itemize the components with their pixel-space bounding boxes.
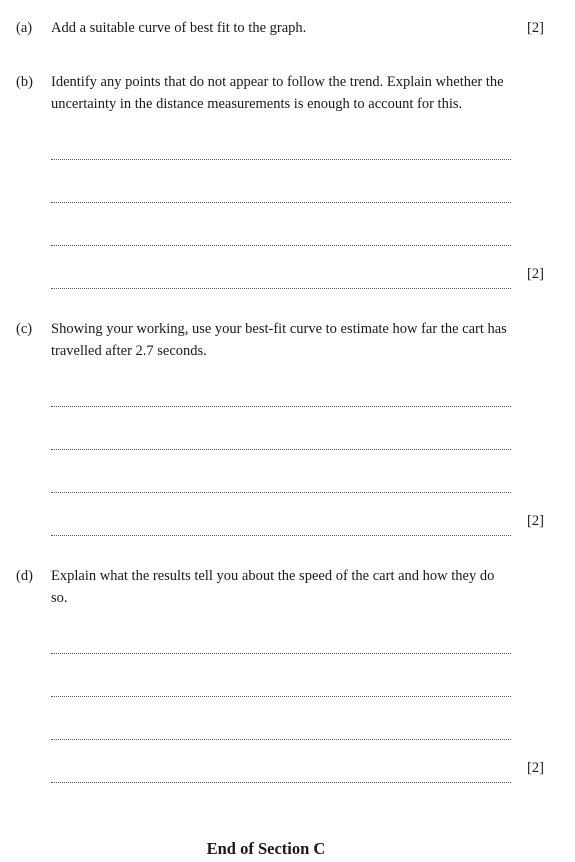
answer-line[interactable]	[51, 535, 511, 536]
answer-line[interactable]	[51, 739, 511, 740]
answer-line[interactable]	[51, 406, 511, 407]
answer-line[interactable]	[51, 653, 511, 654]
section-end-heading: End of Section C	[206, 839, 326, 858]
answer-line[interactable]	[51, 782, 511, 783]
marks-label: [2]	[527, 513, 544, 529]
question-label: (c)	[16, 321, 33, 337]
answer-line[interactable]	[51, 449, 511, 450]
question-text: Showing your working, use your best-fit curve to estimate how far the cart has travelled after 2.7 seconds.	[51, 321, 507, 359]
question-text: Add a suitable curve of best fit to the graph.	[51, 20, 307, 36]
answer-line[interactable]	[51, 288, 511, 289]
question-label: (d)	[16, 568, 33, 584]
answer-line[interactable]	[51, 492, 511, 493]
marks-label: [2]	[527, 266, 544, 282]
answer-line[interactable]	[51, 202, 511, 203]
marks-label: [2]	[527, 760, 544, 776]
answer-line[interactable]	[51, 245, 511, 246]
answer-line[interactable]	[51, 159, 511, 160]
question-text: Explain what the results tell you about the speed of the cart and how they do so.	[51, 568, 495, 606]
question-label: (a)	[16, 20, 33, 36]
marks-label: [2]	[527, 20, 544, 36]
answer-line[interactable]	[51, 696, 511, 697]
question-text: Identify any points that do not appear to follow the trend. Explain whether the uncertainty in the distance measurements is enough to account for this.	[51, 74, 504, 112]
question-label: (b)	[16, 74, 33, 90]
